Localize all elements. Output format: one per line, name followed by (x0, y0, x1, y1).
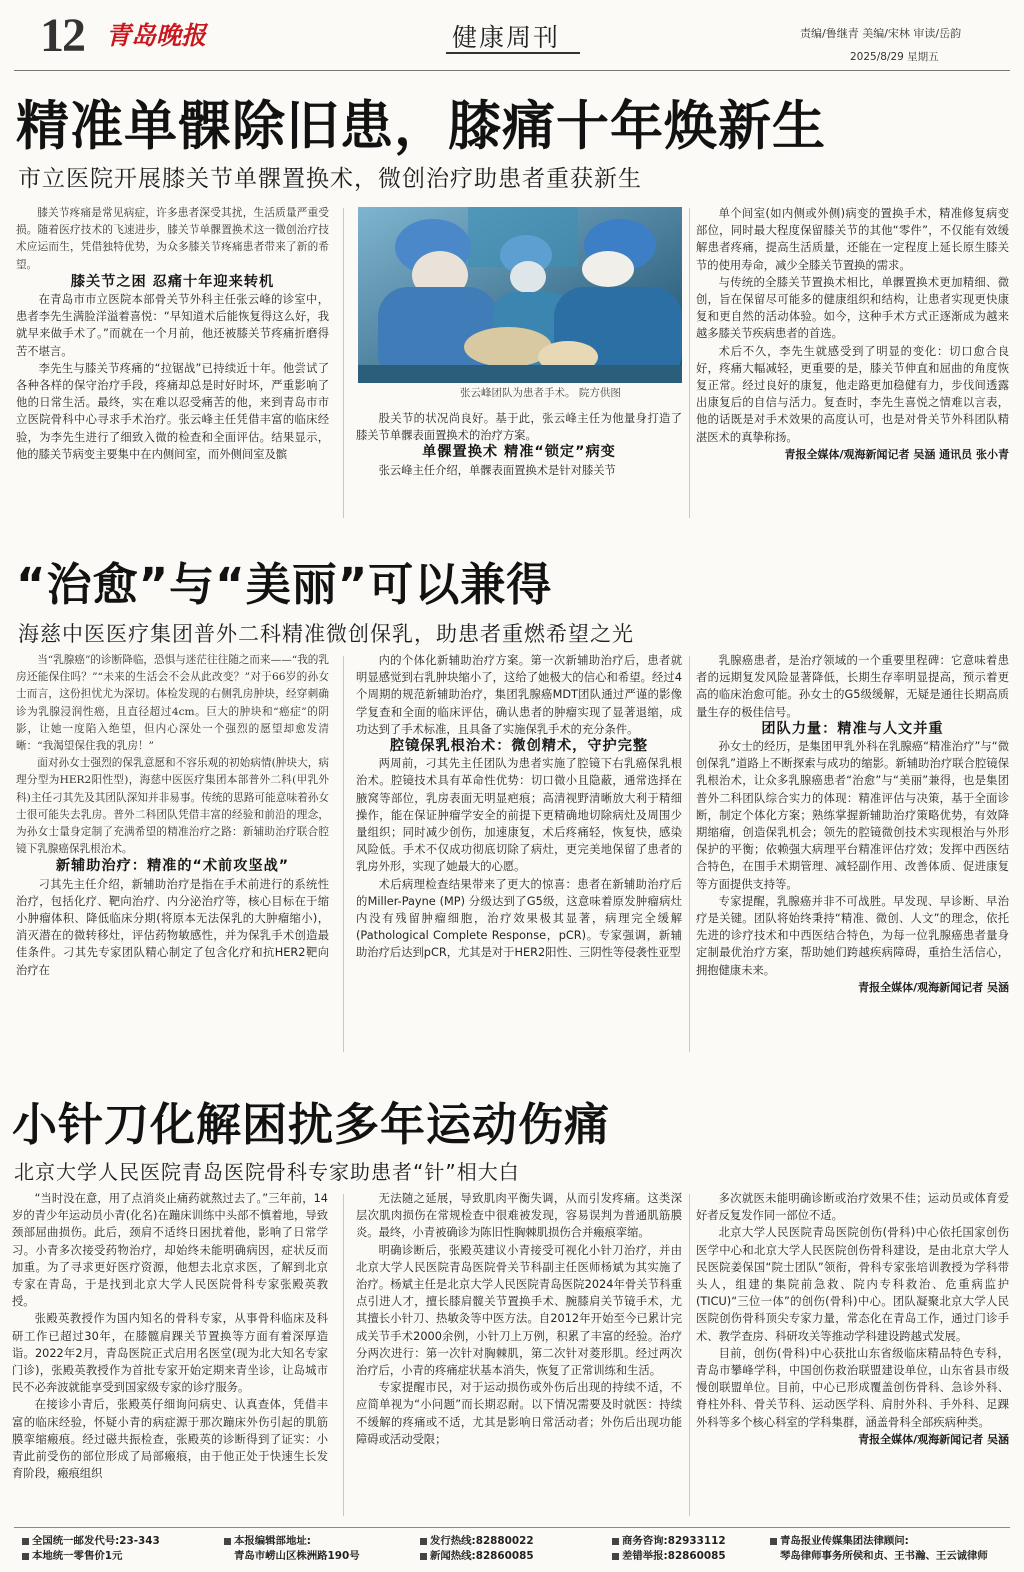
article2-byline: 青报全媒体/观海新闻记者 吴涵 (858, 980, 1009, 994)
footer-address: 青岛市崂山区株洲路190号 (234, 1550, 360, 1562)
surgery-photo-illustration (358, 207, 682, 383)
page-footer (0, 1532, 1024, 1572)
footer-block-business (612, 1534, 726, 1564)
page-number: 12 (40, 9, 84, 62)
photo-caption: 张云峰团队为患者手术。 院方供图 (460, 387, 621, 399)
article2-paragraph: 两周前，刁其先主任团队为患者实施了腔镜下右乳癌保乳根治术。腔镜技术具有革命性优势：切口微小且隐蔽，通常选择在腋窝等部位，乳房表面无明显疤痕；高清视野清晰放大利于精细操作，能在保证肿瘤学安全的前提下更精确地切除病灶及周围少量组织；同时减少创伤，加速康复，术后疼痛轻，恢复快，感染风险低。手术不仅成功彻底切除了病灶，更完美地保留了患者的乳房外形，实现了她最大的心愿。 (356, 757, 682, 874)
footer-block-postal (22, 1534, 160, 1564)
article1-paragraph: 李先生与膝关节疼痛的“拉锯战”已持续近十年。他尝试了各种各样的保守治疗手段，疼痛却总是时好时坏，严重影响了他的日常生活。最终，实在难以忍受痛苦的他，来到青岛市市立医院骨科中心寻求手术治疗。张云峰主任凭借丰富的临床经验，为李先生进行了细致入微的检查和全面评估。结果显示，他的膝关节病变主要集中在内侧间室，而外侧间室及髌 (16, 361, 329, 461)
article2-column-1 (16, 652, 329, 1052)
column-divider (343, 656, 344, 1052)
article2-section-heading: 腔镜保乳根治术：微创精术，守护完整 (389, 738, 649, 755)
article3-headline: 小针刀化解困扰多年运动伤痛 (12, 1098, 611, 1151)
bullet-square-icon (612, 1538, 619, 1545)
article1-section-heading: 膝关节之困 忍痛十年迎来转机 (70, 273, 275, 290)
article1-paragraph: 股关节的状况尚良好。基于此，张云峰主任为他量身打造了膝关节单髁表面置换术的治疗方案。 (356, 412, 682, 443)
article3-paragraph: 在接诊小青后，张殿英仔细询问病史、认真查体，凭借丰富的临床经验，怀疑小青的病症源于那次蹦床外伤引起的肌筋膜挛缩瘢痕。经过磁共振检查，张殿英的诊断得到了证实：小青此前受伤的部位形成了局部瘢痕，由于他正处于快速生长发育阶段，瘢痕组织 (12, 1398, 328, 1481)
article2-paragraph: 专家提醒，乳腺癌并非不可战胜。早发现、早诊断、早治疗是关键。团队将始终秉持“精准、微创、人文”的理念，依托先进的诊疗技术和中西医结合特色，为每一位乳腺癌患者量身定制最优治疗方案，帮助她们跨越疾病障碍，重拾生活信心，拥抱健康未来。 (696, 894, 1009, 977)
column-divider (343, 1194, 344, 1516)
footer-legal-counsel: 琴岛律师事务所侯和贞、王书瀚、王云诚律师 (780, 1550, 988, 1562)
bullet-square-icon (224, 1538, 231, 1545)
bullet-square-icon (420, 1538, 427, 1545)
article3-column-2 (356, 1190, 682, 1520)
article2-paragraph: 术后病理检查结果带来了更大的惊喜：患者在新辅助治疗后的Miller-Payne (MP) 分级达到了G5级，这意味着原发肿瘤病灶内没有残留肿瘤细胞，治疗效果极其显著，病理完全缓解 (Pathological Complete Response，pCR)。专家强调，新辅助治疗后达到pCR，尤其是对于HER2阳性、三阴性等侵袭性亚型 (356, 877, 682, 960)
page-header (0, 0, 1024, 63)
article2-subhead: 海慈中医医疗集团普外二科精准微创保乳，助患者重燃希望之光 (18, 622, 634, 646)
article3-paragraph: 目前，创伤(骨科)中心获批山东省级临床精品特色专科，青岛市攀峰学科，中国创伤救治联盟建设单位，山东省县市级慢创联盟单位。目前，中心已形成覆盖创伤骨科、急诊外科、脊柱外科、骨关节科、运动医学科、肩肘外科、手外科、足踝外科等多个核心科室的学科集群，涵盖骨科全部疾病种类。 (696, 1346, 1009, 1429)
footer-block-legal (770, 1534, 988, 1564)
column-divider (689, 208, 690, 518)
article2-paragraph: 内的个体化新辅助治疗方案。第一次新辅助治疗后，患者就明显感觉到右乳肿块缩小了，这给了她极大的信心和希望。经过4个周期的规范新辅助治疗，集团乳腺癌MDT团队通过严谨的影像学复查和全面的临床评估，确认患者的肿瘤实现了显著退缩，成功达到了手术标准，且具备了实施保乳手术的充分条件。 (356, 654, 682, 736)
bullet-square-icon (22, 1553, 29, 1560)
footer-error-report: 差错举报:82860085 (622, 1550, 726, 1562)
bullet-square-icon (420, 1553, 427, 1560)
article1-section-heading: 单髁置换术 精准“锁定”病变 (422, 444, 616, 461)
footer-address-label: 本报编辑部地址: (234, 1535, 311, 1547)
article1-headline: 精准单髁除旧患，膝痛十年焕新生 (16, 96, 826, 157)
column-divider (689, 1194, 690, 1516)
article3-subhead: 北京大学人民医院青岛医院骨科专家助患者“针”相大白 (14, 1160, 520, 1184)
article1-lead: 膝关节疼痛是常见病症，许多患者深受其扰，生活质量严重受损。随着医疗技术的飞速进步，膝关节单髁置换术这一微创治疗技术应运而生，凭借独特优势，为众多膝关节疼痛患者带来了新的希望。 (16, 207, 329, 271)
footer-legal-counsel-label: 青岛报业传媒集团法律顾问: (780, 1535, 909, 1547)
section-title: 健康周刊 (452, 23, 561, 52)
article3-paragraph: 明确诊断后，张殿英建议小青接受可视化小针刀治疗，并由北京大学人民医院青岛医院骨关节科副主任医师杨斌为其实施了治疗。杨斌主任是北京大学人民医院青岛医院2024年骨关节科重点引进人才，擅长膝肩髋关节置换手术、腕膝肩关节镜手术，尤其擅长小针刀、热敏灸等中医方法。自2012年开始至今已累计完成关节手术2000余例，小针刀上万例，积累了丰富的经验。治疗分两次进行：第一次针对胸棘肌，第二次针对菱形肌。经过两次治疗后，小青的疼痛症状基本消失，恢复了正常训练和生活。 (356, 1243, 682, 1378)
article2-section-heading: 团队力量：精准与人文并重 (761, 720, 944, 737)
footer-rule (14, 1527, 1010, 1528)
bullet-square-icon (22, 1538, 29, 1545)
article3-paragraph: 无法随之延展，导致肌肉平衡失调，从而引发疼痛。这类深层次肌肉损伤在常规检查中很难被发现，容易误判为普通肌筋膜炎。最终，小青被确诊为陈旧性胸棘肌损伤合并瘢痕挛缩。 (356, 1192, 682, 1240)
masthead-logo: 青岛晚报 (106, 21, 207, 50)
article3-column-3 (696, 1190, 1009, 1525)
footer-distribution-hotline: 发行热线:82880022 (430, 1535, 534, 1547)
article1-paragraph: 术后不久，李先生就感受到了明显的变化：切口愈合良好，疼痛大幅减轻，更重要的是，膝关节伸直和屈曲的角度恢复正常。经过良好的康复，他走路更加稳健有力，步伐间透露出康复后的自信与活力。复查时，李先生喜悦之情难以言表，他的话既是对手术效果的高度认可，也是对骨关节外科团队精湛医术的真挚称扬。 (696, 344, 1009, 444)
section-underline (446, 52, 580, 54)
footer-business-line: 商务咨询:82933112 (622, 1535, 726, 1547)
column-divider (689, 656, 690, 1052)
article1-column-2 (356, 410, 682, 522)
article1-byline: 青报全媒体/观海新闻记者 吴涵 通讯员 张小青 (784, 447, 1009, 461)
article1-paragraph: 在青岛市市立医院本部骨关节外科主任张云峰的诊室中，患者李先生满脸洋溢着喜悦：“早知道术后能恢复得这么好，我就早来做手术了。”而就在一个月前，他还被膝关节疼痛折磨得苦不堪言。 (16, 293, 329, 358)
article1-paragraph: 张云峰主任介绍，单髁表面置换术是针对膝关节 (378, 463, 616, 477)
article2-paragraph: 刁其先主任介绍，新辅助治疗是指在手术前进行的系统性治疗，包括化疗、靶向治疗、内分泌治疗等，核心目标在于缩小肿瘤体积、降低临床分期(将原本无法保乳的大肿瘤缩小)，消灭潜在的微转移灶，评估药物敏感性，并为保乳手术创造最佳条件。刁其先专家团队精心制定了包含化疗和抗HER2靶向治疗在 (16, 877, 329, 977)
article1-subhead: 市立医院开展膝关节单髁置换术，微创治疗助患者重获新生 (18, 166, 642, 192)
article3-paragraph: 多次就医未能明确诊断或治疗效果不佳；运动员或体育爱好者反复发作同一部位不适。 (696, 1192, 1009, 1223)
editor-credits: 责编/鲁继青 美编/宋林 审读/岳韵 (800, 27, 962, 40)
article1-column-1 (16, 205, 329, 520)
article2-lead: 面对孙女士强烈的保乳意愿和不容乐观的初始病情(肿块大，病理分型为HER2阳性型)，海慈中医医疗集团本部普外二科(甲乳外科)主任刁其先及其团队深知并非易事。传统的思路可能意味着孙女士很可能失去乳房。普外二科团队凭借丰富的经验和前沿的理念，为孙女士量身定制了充满希望的精准治疗之路：新辅助治疗联合腔镜下乳腺癌保乳根治术。 (16, 757, 329, 856)
article1-paragraph: 单个间室(如内侧或外侧)病变的置换手术，精准修复病变部位，同时最大程度保留膝关节的其他“零件”，不仅能有效缓解患者疼痛，提高生活质量，还能在一定程度上延长原生膝关节的使用寿命，减少全膝关节置换的需求。 (696, 207, 1009, 272)
bullet-square-icon (612, 1553, 619, 1560)
footer-retail-price: 本地统一零售价1元 (32, 1550, 123, 1562)
footer-block-hotlines (420, 1534, 534, 1564)
article3-column-1 (12, 1190, 328, 1520)
article3-byline: 青报全媒体/观海新闻记者 吴涵 (858, 1432, 1009, 1446)
footer-block-address (224, 1534, 360, 1564)
article2-column-3 (696, 652, 1009, 1057)
column-divider (343, 208, 344, 518)
header-rule (14, 70, 1010, 71)
footer-postal-code: 全国统一邮发代号:23-343 (32, 1535, 160, 1547)
article2-column-2 (356, 652, 682, 1052)
article2-paragraph: 乳腺癌患者，是治疗领域的一个重要里程碑：它意味着患者的远期复发风险显著降低，长期生存率明显提高，预示着更高的临床治愈可能。孙女士的G5级缓解，无疑是通往长期高质量生存的极佳信号。 (696, 654, 1009, 719)
surgery-photo (358, 207, 682, 383)
article1-paragraph: 与传统的全膝关节置换术相比，单髁置换术更加精细、微创，旨在保留尽可能多的健康组织和结构，让患者实现更快康复和更自然的活动体验。如今，这种手术方式正逐渐成为越来越多膝关节疾病患者的首选。 (696, 275, 1009, 341)
article2-lead: 当“乳腺癌”的诊断降临，恐惧与迷茫往往随之而来——“我的乳房还能保住吗？”“未来的生活会不会从此改变？”对于66岁的孙女士而言，这份担忧尤为深切。体检发现的右侧乳房肿块，经穿刺确诊为乳腺浸润性癌，且直径超过4cm。巨大的肿块和“癌症”的阴影，让她一度陷入绝望，但内心深处一个强烈的愿望却愈发清晰：“我渴望保住我的乳房！” (16, 654, 329, 753)
article2-section-heading: 新辅助治疗：精准的“术前攻坚战” (55, 858, 290, 875)
article3-paragraph: 专家提醒市民，对于运动损伤或外伤后出现的持续不适，不应简单视为“小问题”而长期忍耐。以下情况需要及时就医：持续不缓解的疼痛或不适，尤其是影响日常活动者；外伤后出现功能障碍或活动受限； (356, 1381, 682, 1446)
article2-paragraph: 孙女士的经历，是集团甲乳外科在乳腺癌“精准治疗”与“微创保乳”道路上不断探索与成功的缩影。新辅助治疗联合腔镜保乳根治术，让众多乳腺癌患者“治愈”与“美丽”兼得，也是集团普外二科团队综合实力的体现：精准评估与决策，基于全面诊断，制定个体化方案；熟练掌握新辅助治疗策略优势，有效降期缩瘤，创造保乳机会；领先的腔镜微创技术实现根治与外形保护的平衡；依赖强大病理平台精准评估疗效；发挥中西医结合特色，在围手术期管理、减轻副作用、改善体质、促进康复等方面提供支持等。 (696, 740, 1009, 891)
article3-paragraph: “当时没在意，用了点消炎止痛药就熬过去了。”三年前，14岁的青少年运动员小青(化名)在蹦床训练中头部不慎着地，导致颈部屈曲损伤。此后，颈肩不适终日困扰着他，影响了日常学习。小青多次接受药物治疗，却始终未能明确病因，症状反而加重。为了寻求更好医疗资源，他想去北京求医，了解到北京专家在青岛，于是找到北京大学人民医院骨科专家张殿英教授。 (12, 1192, 328, 1309)
footer-news-hotline: 新闻热线:82860085 (430, 1550, 534, 1562)
bullet-square-icon (770, 1538, 777, 1545)
article3-paragraph: 北京大学人民医院青岛医院创伤(骨科)中心依托国家创伤医学中心和北京大学人民医院创伤骨科建设，是由北京大学人民医院姜保国“院士团队”领衔，骨科专家张培训教授为学科带头人，组建的集院前急救、院内专科救治、危重病监护(TICU)“三位一体”的创伤(骨科)中心。团队凝聚北京大学人民医院创伤骨科顶尖专家力量，常态化在青岛工作，通过门诊手术、教学查房、科研攻关等推动学科建设跨越式发展。 (696, 1226, 1009, 1343)
article1-column-3 (696, 205, 1009, 525)
article2-headline: “治愈”与“美丽”可以兼得 (16, 558, 553, 611)
article3-paragraph: 张殿英教授作为国内知名的骨科专家，从事骨科临床及科研工作已超过30年，在膝髋肩踝关节置换等方面有着深厚造诣。2022年2月，青岛医院正式启用名医堂(现为北大知名专家门诊)，张殿英教授作为首批专家开始定期来青坐诊，让岛城市民不必奔波就能享受到国家级专家的诊疗服务。 (12, 1312, 328, 1395)
issue-date: 2025/8/29 星期五 (850, 51, 939, 63)
